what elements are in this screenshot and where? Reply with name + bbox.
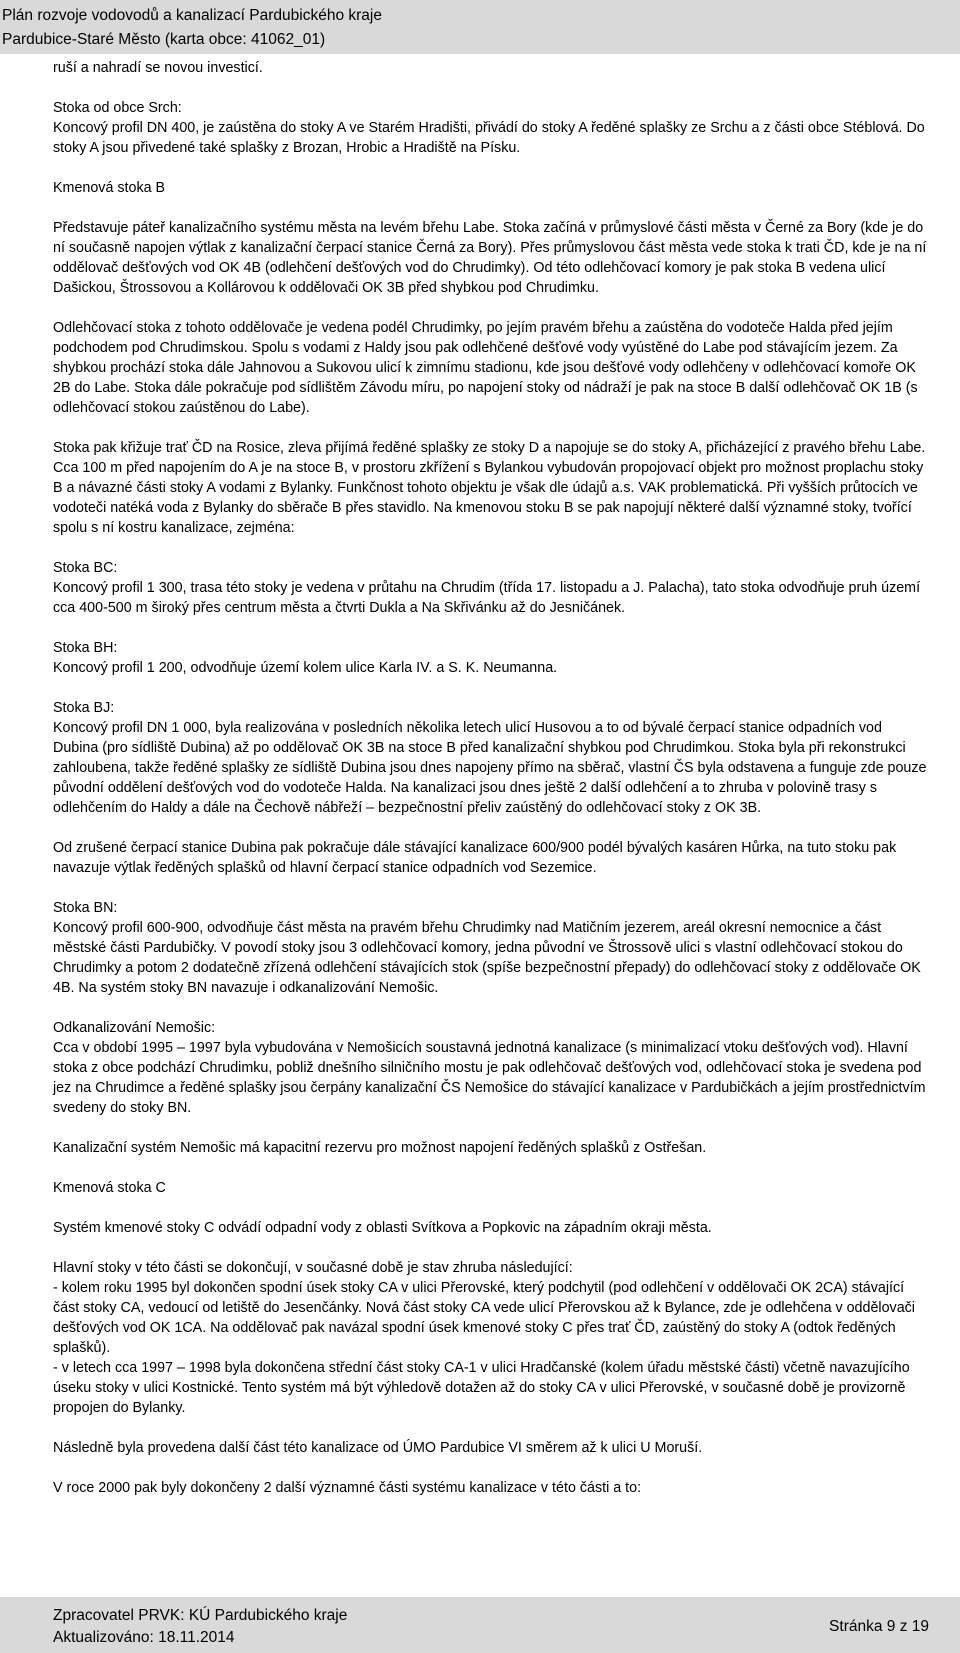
section-bn — [53, 898, 929, 998]
paragraph: Hlavní stoky v této části se dokončují, v současné době je stav zhruba následující: — [53, 1260, 573, 1276]
section-bh — [53, 638, 929, 678]
section-bj — [53, 698, 929, 818]
paragraph: Koncový profil 1 200, odvodňuje území kolem ulice Karla IV. a S. K. Neumanna. — [53, 660, 558, 676]
page-footer — [0, 1597, 960, 1653]
section-nemosice — [53, 1018, 929, 1118]
section-heading: Stoka od obce Srch: — [53, 100, 182, 116]
footer-updated: Aktualizováno: 18.11.2014 — [53, 1629, 235, 1646]
section-bc — [53, 558, 929, 618]
section-heading: Odkanalizování Nemošic: — [53, 1020, 216, 1036]
paragraph: Stoka pak křižuje trať ČD na Rosice, zleva přijímá ředěné splašky ze stoky D a napojuje se do stoky A, přicházející z pravého břehu Labe. Cca 100 m před napojením do A je na stoce B, v prostoru zkřížení s Bylankou vybudován propojovací objekt pro možnost proplachu stoky B a návazné části stoky A vodami z Bylanky. Funkčnost tohoto objektu je však dle údajů a.s. VAK problematická. Při vyšších průtocích ve vodoteči natéká voda z Bylanky do sběrače B přes stavidlo. Na kmenovou stoku B se pak napojují některé další významné stoky, tvořící spolu s ní kostru kanalizace, zejména: — [53, 440, 926, 536]
section-heading: Kmenová stoka B — [53, 180, 166, 196]
section-c-list — [53, 1258, 929, 1418]
paragraph: Následně byla provedena další část této kanalizace od ÚMO Pardubice VI směrem až k ulici U Moruší. — [53, 1440, 703, 1456]
page-header — [0, 0, 960, 54]
section-heading: Kmenová stoka C — [53, 1180, 166, 1196]
paragraph: Koncový profil DN 1 000, byla realizována v posledních několika letech ulicí Husovou a to od bývalé čerpací stanice odpadních vod Dubina (pro sídliště Dubina) až po oddělovač OK 3B na stoce B před kanalizační shybkou pod Chrudimkou. Stoka byla při rekonstrukci zahloubena, takže ředěné splašky ze sídliště Dubina jsou dnes napojeny přímo na sběrač, vlastní ČS byla odstavena a funguje zde pouze původní oddělení dešťových vod do vodoteče Halda. Na kanalizaci jsou dnes ještě 2 další odlehčení a to zhruba v polovině trasy s odlehčením do Haldy a dále na Čechově nábřeží – bezpečnostní přeliv zaústěný do odlehčovací stoky z OK 3B. — [53, 720, 927, 816]
paragraph: Odlehčovací stoka z tohoto oddělovače je vedena podél Chrudimky, po jejím pravém břehu a zaústěna do vodoteče Halda před jejím podchodem pod Chrudimskou. Spolu s vodami z Haldy jsou pak odlehčené dešťové vody vyústěné do Labe pod stávajícím jezem. Za shybkou prochází stoka dále Jahnovou a Sukovou ulicí k zimnímu stadionu, kde jsou dešťové vody odlehčeny v odlehčovací komoře OK 2B do Labe. Stoka dále pokračuje pod sídlištěm Závodu míru, po napojení stoky od nádraží je pak na stoce B další odlehčovač OK 1B (s odlehčovací stokou zaústěnou do Labe). — [53, 320, 918, 416]
paragraph: Koncový profil 1 300, trasa této stoky je vedena v průtahu na Chrudim (třída 17. listopadu a J. Palacha), tato stoka odvodňuje pruh území cca 400-500 m široký přes centrum města a čtvrti Dukla a Na Skřivánku až do Jesničánek. — [53, 580, 921, 616]
paragraph: Od zrušené čerpací stanice Dubina pak pokračuje dále stávající kanalizace 600/900 podél bývalých kasáren Hůrka, na tuto stoku pak navazuje výtlak ředěných splašků od hlavní čerpací stanice odpadních vod Sezemice. — [53, 840, 897, 876]
section-heading: Stoka BJ: — [53, 700, 115, 716]
paragraph: Koncový profil DN 400, je zaústěna do stoky A ve Starém Hradišti, přivádí do stoky A ředěné splašky ze Srchu a z části obce Stéblová. Do stoky A jsou přivedené také splašky z Brozan, Hrobic a Hradiště na Písku. — [53, 120, 925, 156]
paragraph: Představuje páteř kanalizačního systému města na levém břehu Labe. Stoka začíná v průmyslové části města v Černé za Bory (kde je do ní současně napojen výtlak z kanalizační čerpací stanice Černá za Bory). Přes průmyslovou část města vede stoka k trati ČD, kde je na ní oddělovač dešťových vod OK 4B (odlehčení dešťových vod do Chrudimky). Od této odlehčovací komory je pak stoka B vedena ulicí Dašickou, Štrossovou a Kollárovou k oddělovači OK 3B před shybkou pod Chrudimku. — [53, 220, 927, 296]
document-subtitle: Pardubice-Staré Město (karta obce: 41062_01) — [2, 31, 326, 48]
document-body — [53, 58, 929, 1518]
footer-processor: Zpracovatel PRVK: KÚ Pardubického kraje — [53, 1607, 348, 1624]
section-heading: Stoka BC: — [53, 560, 118, 576]
paragraph: Kanalizační systém Nemošic má kapacitní rezervu pro možnost napojení ředěných splašků z Ostřešan. — [53, 1140, 707, 1156]
paragraph: Cca v období 1995 – 1997 byla vybudována v Nemošicích soustavná jednotná kanalizace (s minimalizací vtoku dešťových vod). Hlavní stoka z obce podchází Chrudimku, pobliž dnešního silničního mostu je pak odlehčovač dešťových vod, odlehčovací stoka je svedena pod jez na Chrudimce a ředěné splašky jsou čerpány kanalizační ČS Nemošice do stávající kanalizace v Pardubičkách a jejím prostřednictvím svedeny do stoky BN. — [53, 1040, 926, 1116]
section-heading: Stoka BH: — [53, 640, 118, 656]
paragraph: Systém kmenové stoky C odvádí odpadní vody z oblasti Svítkova a Popkovic na západním okraji města. — [53, 1220, 712, 1236]
list-item: - kolem roku 1995 byl dokončen spodní úsek stoky CA v ulici Přerovské, který podchytil (pod odlehčení v oddělovači OK 2CA) stávající část stoky CA, vedoucí od letiště do Jesenčánky. Nová část stoky CA vede ulicí Přerovskou až k Bylance, zde je odlehčena v oddělovači dešťových vod OK 1CA. Na oddělovač pak navázal spodní úsek kmenové stoky C přes trať ČD, zaústěný do stoky A (odtok ředěných splašků). — [53, 1280, 915, 1356]
paragraph: Koncový profil 600-900, odvodňuje část města na pravém břehu Chrudimky nad Matičním jezerem, areál okresní nemocnice a část městské části Pardubičky. V povodí stoky jsou 3 odlehčovací komory, jedna původní ve Štrossově ulici s vlastní odlehčovací stokou do Chrudimky a potom 2 dodatečně zřízená odlehčení stávajících stok (spíše bezpečnostní přepady) do odlehčovací stoky z oddělovače OK 4B. Na systém stoky BN navazuje i odkanalizování Nemošic. — [53, 920, 921, 996]
paragraph: ruší a nahradí se novou investicí. — [53, 60, 263, 76]
section-heading: Stoka BN: — [53, 900, 118, 916]
section-srch — [53, 98, 929, 158]
document-title: Plán rozvoje vodovodů a kanalizací Pardubického kraje — [2, 7, 382, 24]
page-number: Stránka 9 z 19 — [829, 1618, 929, 1635]
paragraph: V roce 2000 pak byly dokončeny 2 další významné části systému kanalizace v této části a to: — [53, 1480, 642, 1496]
list-item: - v letech cca 1997 – 1998 byla dokončena střední část stoky CA-1 v ulici Hradčanské (kolem úřadu městské části) včetně navazujícího úseku stoky v ulici Kostnické. Tento systém má být výhledově dotažen až do stoky CA v ulici Přerovské, v současné době je provizorně propojen do Bylanky. — [53, 1360, 910, 1416]
